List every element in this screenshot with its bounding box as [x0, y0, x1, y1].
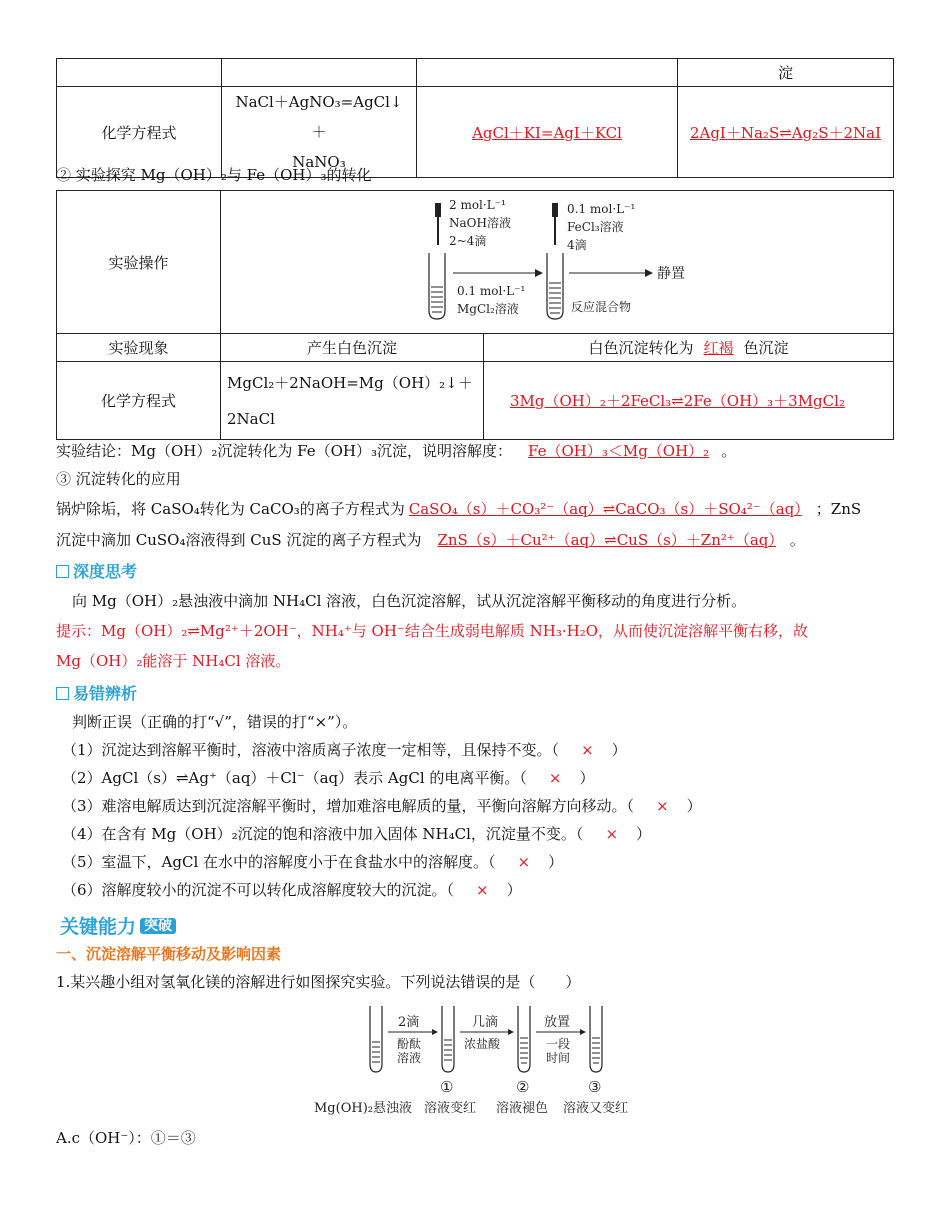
cross-mark-icon: × — [605, 825, 619, 843]
cross-mark-icon: × — [656, 797, 669, 815]
conversion-table-top — [56, 58, 894, 178]
question-text: 。 — [789, 531, 805, 549]
cell-empty — [222, 59, 417, 87]
step-label: 浓盐酸 — [464, 1037, 501, 1051]
arrow-head — [432, 1029, 438, 1035]
judge-heading — [56, 684, 137, 704]
equation-cell — [221, 362, 484, 440]
tube-label: 反应混合物 — [571, 300, 632, 314]
phenomenon-cell: 产生白色沉淀 — [221, 334, 484, 362]
answer-equation: 2AgI＋Na₂S⇌Ag₂S＋2NaI — [689, 123, 882, 142]
cell-empty — [417, 59, 678, 87]
question-text: 锅炉除垢，将 CaSO₄转化为 CaCO₃的离子方程式为 — [56, 500, 405, 518]
tube-caption: 溶液褪色 — [496, 1101, 549, 1116]
cell-empty — [57, 59, 222, 87]
tube-liquid — [549, 283, 561, 313]
cell-header: 淀 — [678, 59, 894, 87]
equation-line: 2NaCl — [227, 409, 275, 428]
conclusion-end: 。 — [721, 442, 737, 460]
judge-item — [62, 824, 651, 844]
tube-label: 0.1 mol·L⁻¹ — [457, 284, 526, 298]
dropper-bulb — [435, 203, 441, 217]
answer-fill: Fe（OH）₃＜Mg（OH）₂ — [527, 442, 710, 460]
answer-equation: 3Mg（OH）₂＋2FeCl₃⇌2Fe（OH）₃＋3MgCl₂ — [510, 392, 845, 410]
phenomenon-text: 色沉淀 — [743, 339, 789, 357]
judge-item-text: （2）AgCl（s）⇌Ag⁺（aq）＋Cl⁻（aq）表示 AgCl 的电离平衡。（ — [62, 769, 527, 787]
step-label: 溶液 — [397, 1051, 422, 1065]
question-1: 1.某兴趣小组对氢氧化镁的溶解进行如图探究实验。下列说法错误的是（ ） — [56, 973, 581, 991]
equation-cell — [222, 87, 417, 178]
deep-thinking-heading — [56, 562, 137, 582]
square-icon — [56, 565, 69, 578]
step-label: 静置 — [657, 266, 685, 282]
step-label: 放置 — [544, 1015, 571, 1030]
arrow-head — [645, 269, 653, 277]
row-label: 实验操作 — [57, 191, 221, 334]
dropper-bulb — [552, 203, 558, 217]
option-a: A.c（OH⁻）：①＝③ — [56, 1129, 196, 1147]
cross-mark-icon: × — [581, 741, 594, 759]
phenomenon-cell — [484, 334, 894, 362]
key-ability-banner — [60, 912, 176, 939]
square-icon — [56, 687, 69, 700]
part-title: 一、沉淀溶解平衡移动及影响因素 — [56, 945, 282, 963]
step-label: 2滴 — [398, 1015, 420, 1030]
answer-cell — [678, 87, 894, 178]
experiment-diagram — [221, 191, 893, 329]
application-line — [56, 530, 805, 550]
reagent-label: 2~4滴 — [449, 234, 487, 248]
test-tube — [590, 1006, 602, 1072]
equation-line: NaNO₃ — [292, 153, 346, 171]
tube-caption: 溶液变红 — [424, 1101, 477, 1116]
tube-number: ② — [516, 1078, 530, 1096]
judge-item-end: ） — [548, 853, 564, 871]
mg-fe-table — [56, 190, 894, 440]
tube-number: ① — [440, 1078, 454, 1096]
judge-item-end: ） — [686, 797, 702, 815]
judge-item — [62, 796, 702, 816]
arrow-head — [508, 1029, 514, 1035]
judge-item-text: （6）溶解度较小的沉淀不可以转化成溶解度较大的沉淀。（ — [62, 881, 455, 899]
tube-caption: 溶液又变红 — [563, 1101, 629, 1116]
row-label: 实验现象 — [57, 334, 221, 362]
arrow-head — [535, 269, 543, 277]
reagent-label: 0.1 mol·L⁻¹ — [567, 202, 636, 216]
row-label: 化学方程式 — [57, 362, 221, 440]
judge-item — [62, 740, 627, 760]
judge-intro: 判断正误（正确的打“√”，错误的打“×”）。 — [72, 713, 358, 731]
answer-fill: ZnS（s）＋Cu²⁺（aq）⇌CuS（s）＋Zn²⁺（aq） — [437, 531, 776, 549]
tube-label: MgCl₂溶液 — [457, 302, 519, 316]
answer-fill: CaSO₄（s）＋CO₃²⁻（aq）⇌CaCO₃（s）＋SO₄²⁻（aq） — [408, 500, 802, 518]
experiment-diagram-cell — [221, 191, 894, 334]
test-tube — [547, 253, 563, 319]
reagent-label: NaOH溶液 — [449, 216, 511, 230]
judge-item-text: （3）难溶电解质达到沉淀溶解平衡时，增加难溶电解质的量，平衡向溶解方向移动。（ — [62, 797, 635, 815]
question-text: ；ZnS — [815, 500, 862, 518]
test-tube — [442, 1006, 454, 1072]
phenomenon-text: 白色沉淀转化为 — [588, 339, 694, 357]
answer-cell — [484, 362, 894, 440]
answer-equation: AgCl＋KI=AgI＋KCl — [472, 123, 622, 142]
test-tube — [370, 1006, 382, 1072]
judge-item-end: ） — [506, 881, 522, 899]
step-label: 时间 — [546, 1051, 571, 1065]
deep-question: 向 Mg（OH）₂悬浊液中滴加 NH₄Cl 溶液，白色沉淀溶解，试从沉淀溶解平衡移动的角度进行分析。 — [72, 592, 747, 610]
section-title: ② 实验探究 Mg（OH）₂与 Fe（OH）₃的转化 — [56, 166, 372, 184]
step-label: 酚酞 — [397, 1037, 422, 1051]
test-tube — [429, 253, 445, 319]
arrow-head — [580, 1029, 586, 1035]
judge-item — [62, 880, 522, 900]
tube-number: ③ — [588, 1078, 602, 1096]
question-text: 沉淀中滴加 CuSO₄溶液得到 CuS 沉淀的离子方程式为 — [56, 531, 422, 549]
equation-line: MgCl₂＋2NaOH=Mg（OH）₂↓＋ — [227, 373, 473, 392]
equation-line: NaCl＋AgNO₃=AgCl↓＋ — [235, 93, 403, 141]
judge-item-text: （4）在含有 Mg（OH）₂沉淀的饱和溶液中加入固体 NH₄Cl，沉淀量不变。（ — [62, 825, 584, 843]
banner-text: 关键能力 — [60, 916, 137, 938]
cross-mark-icon: × — [517, 853, 531, 871]
reagent-label: 4滴 — [567, 238, 587, 252]
answer-cell — [417, 87, 678, 178]
hint-line: 提示：Mg（OH）₂⇌Mg²⁺＋2OH⁻，NH₄⁺与 OH⁻结合生成弱电解质 NH₃·H₂O，从而使沉淀溶解平衡右移，故 — [56, 622, 809, 640]
cross-mark-icon: × — [548, 769, 562, 787]
hint-line: Mg（OH）₂能溶于 NH₄Cl 溶液。 — [56, 652, 291, 670]
judge-item-end: ） — [611, 741, 627, 759]
reagent-label: FeCl₃溶液 — [567, 220, 624, 234]
solubility-experiment-diagram — [300, 1000, 660, 1118]
judge-item-end: ） — [579, 769, 595, 787]
banner-badge: 突破 — [140, 918, 176, 934]
heading-text: 深度思考 — [73, 562, 138, 581]
judge-item-text: （1）沉淀达到溶解平衡时，溶液中溶质离子浓度一定相等，且保持不变。（ — [62, 741, 560, 759]
row-label: 化学方程式 — [57, 87, 222, 178]
test-tube — [518, 1006, 530, 1072]
judge-item-end: ） — [636, 825, 652, 843]
section-title: ③ 沉淀转化的应用 — [56, 470, 181, 488]
tube-liquid — [431, 287, 443, 312]
step-label: 几滴 — [472, 1015, 499, 1030]
conclusion-text: 实验结论：Mg（OH）₂沉淀转化为 Fe（OH）₃沉淀，说明溶解度： — [56, 442, 512, 460]
judge-item — [62, 852, 563, 872]
reagent-label: 2 mol·L⁻¹ — [449, 198, 506, 212]
judge-item-text: （5）室温下，AgCl 在水中的溶解度小于在食盐水中的溶解度。（ — [62, 853, 496, 871]
conclusion-line — [56, 441, 736, 461]
judge-item — [62, 768, 595, 788]
step-label: 一段 — [546, 1037, 571, 1051]
application-line — [56, 499, 861, 519]
tube-caption: Mg(OH)₂悬浊液 — [314, 1101, 412, 1116]
heading-text: 易错辨析 — [73, 684, 138, 703]
cross-mark-icon: × — [476, 881, 489, 899]
answer-fill: 红褐 — [703, 339, 734, 357]
